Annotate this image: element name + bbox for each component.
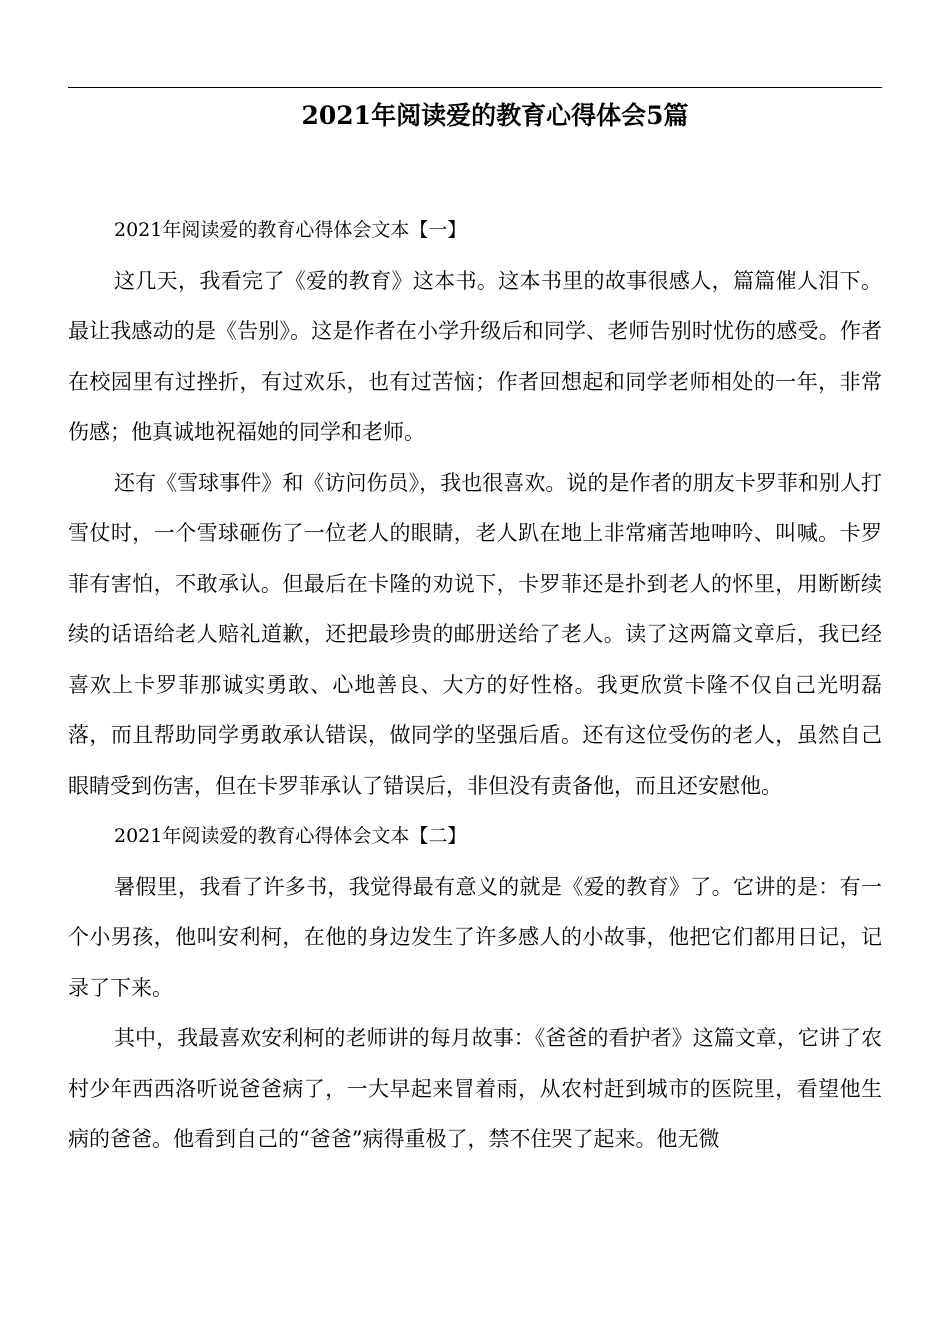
header-rule (68, 87, 882, 88)
paragraph: 这几天，我看完了《爱的教育》这本书。这本书里的故事很感人，篇篇催人泪下。最让我感动的是《告别》。这是作者在小学升级后和同学、老师告别时忧伤的感受。作者在校园里有过挫折，有过欢乐，也有过苦恼；作者回想起和同学老师相处的一年，非常伤感；他真诚地祝福她的同学和老师。 (68, 268, 882, 444)
document-body (68, 205, 882, 1165)
paragraph: 其中，我最喜欢安利柯的老师讲的每月故事：《爸爸的看护者》这篇文章，它讲了农村少年西西洛听说爸爸病了，一大早起来冒着雨，从农村赶到城市的医院里，看望他生病的爸爸。他看到自己的“爸爸”病得重极了，禁不住哭了起来。他无微 (68, 1026, 882, 1151)
section-heading: 2021年阅读爱的教育心得体会文本【二】 (114, 825, 467, 847)
paragraph: 暑假里，我看了许多书，我觉得最有意义的就是《爱的教育》了。它讲的是：有一个小男孩，他叫安利柯，在他的身边发生了许多感人的小故事，他把它们都用日记，记录了下来。 (68, 874, 882, 1000)
section-heading: 2021年阅读爱的教育心得体会文本【一】 (114, 219, 467, 241)
paragraph: 还有《雪球事件》和《访问伤员》，我也很喜欢。说的是作者的朋友卡罗菲和别人打雪仗时，一个雪球砸伤了一位老人的眼睛，老人趴在地上非常痛苦地呻吟、叫喊。卡罗菲有害怕，不敢承认。但最后在卡隆的劝说下，卡罗菲还是扑到老人的怀里，用断断续续的话语给老人赔礼道歉，还把最珍贵的邮册送给了老人。读了这两篇文章后，我已经喜欢上卡罗菲那诚实勇敢、心地善良、大方的好性格。我更欣赏卡隆不仅自己光明磊落，而且帮助同学勇敢承认错误，做同学的坚强后盾。还有这位受伤的老人，虽然自己眼睛受到伤害，但在卡罗菲承认了错误后，非但没有责备他，而且还安慰他。 (68, 470, 882, 798)
document-title: 2021年阅读爱的教育心得体会5篇 (301, 101, 689, 130)
